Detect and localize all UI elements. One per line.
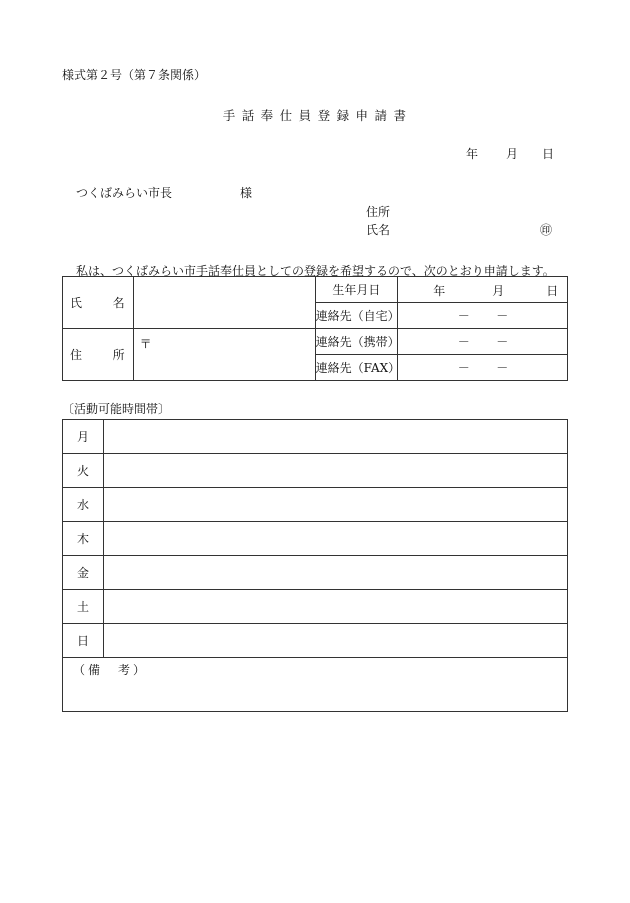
name-label-1: 氏	[70, 296, 83, 310]
page-title: 手 話 奉 仕 員 登 録 申 請 書	[222, 108, 408, 123]
day-label-tue: 火	[63, 454, 104, 488]
table-row	[63, 590, 568, 624]
name-input-cell[interactable]	[133, 277, 315, 329]
address-label-1: 住	[70, 348, 83, 362]
day-input-sun[interactable]	[104, 624, 568, 658]
contact-home-label: 連絡先（自宅）	[315, 303, 398, 329]
postal-mark: 〒	[139, 337, 152, 351]
birth-year-label: 年	[433, 284, 446, 298]
day-input-tue[interactable]	[104, 454, 568, 488]
availability-table	[62, 419, 568, 712]
name-label-2: 名	[112, 296, 125, 310]
addressee: つくばみらい市長	[76, 186, 173, 200]
date-year-label: 年	[466, 147, 479, 161]
table-row	[63, 522, 568, 556]
contact-fax-label: 連絡先（FAX）	[315, 355, 398, 381]
honorific: 様	[240, 186, 253, 200]
address-label-cell	[63, 329, 134, 381]
day-input-sat[interactable]	[104, 590, 568, 624]
table-row	[63, 488, 568, 522]
day-label-mon: 月	[63, 420, 104, 454]
table-row	[63, 624, 568, 658]
day-label-wed: 水	[63, 488, 104, 522]
applicant-name-label: 氏名	[366, 223, 391, 237]
table-row	[63, 420, 568, 454]
statement-text: 私は、つくばみらい市手話奉仕員としての登録を希望するので、次のとおり申請します。	[76, 264, 555, 278]
date-month-label: 月	[506, 147, 519, 161]
contact-mobile-label: 連絡先（携帯）	[315, 329, 398, 355]
day-input-wed[interactable]	[104, 488, 568, 522]
remarks-label: （備 考）	[73, 663, 149, 677]
name-label-cell	[63, 277, 134, 329]
day-label-fri: 金	[63, 556, 104, 590]
day-input-thu[interactable]	[104, 522, 568, 556]
day-input-mon[interactable]	[104, 420, 568, 454]
table-row	[63, 454, 568, 488]
birthdate-cell[interactable]	[398, 277, 568, 303]
remarks-cell[interactable]	[63, 658, 568, 712]
birth-day-label: 日	[546, 284, 559, 298]
birth-month-label: 月	[492, 284, 505, 298]
contact-fax-value[interactable]: － －	[398, 355, 568, 381]
contact-mobile-value[interactable]: － －	[398, 329, 568, 355]
applicant-info-table	[62, 276, 568, 381]
form-number: 様式第２号（第７条関係）	[62, 68, 207, 82]
date-day-label: 日	[542, 147, 555, 161]
address-label-2: 所	[112, 348, 125, 362]
applicant-address-label: 住所	[366, 205, 391, 219]
table-row	[63, 556, 568, 590]
contact-home-value[interactable]: － －	[398, 303, 568, 329]
day-label-sat: 土	[63, 590, 104, 624]
availability-title: 〔活動可能時間帯〕	[62, 402, 171, 416]
seal-mark: ㊞	[540, 223, 553, 237]
day-input-fri[interactable]	[104, 556, 568, 590]
day-label-thu: 木	[63, 522, 104, 556]
table-row	[63, 658, 568, 712]
address-input-cell[interactable]	[133, 329, 315, 381]
birthdate-label: 生年月日	[315, 277, 398, 303]
day-label-sun: 日	[63, 624, 104, 658]
